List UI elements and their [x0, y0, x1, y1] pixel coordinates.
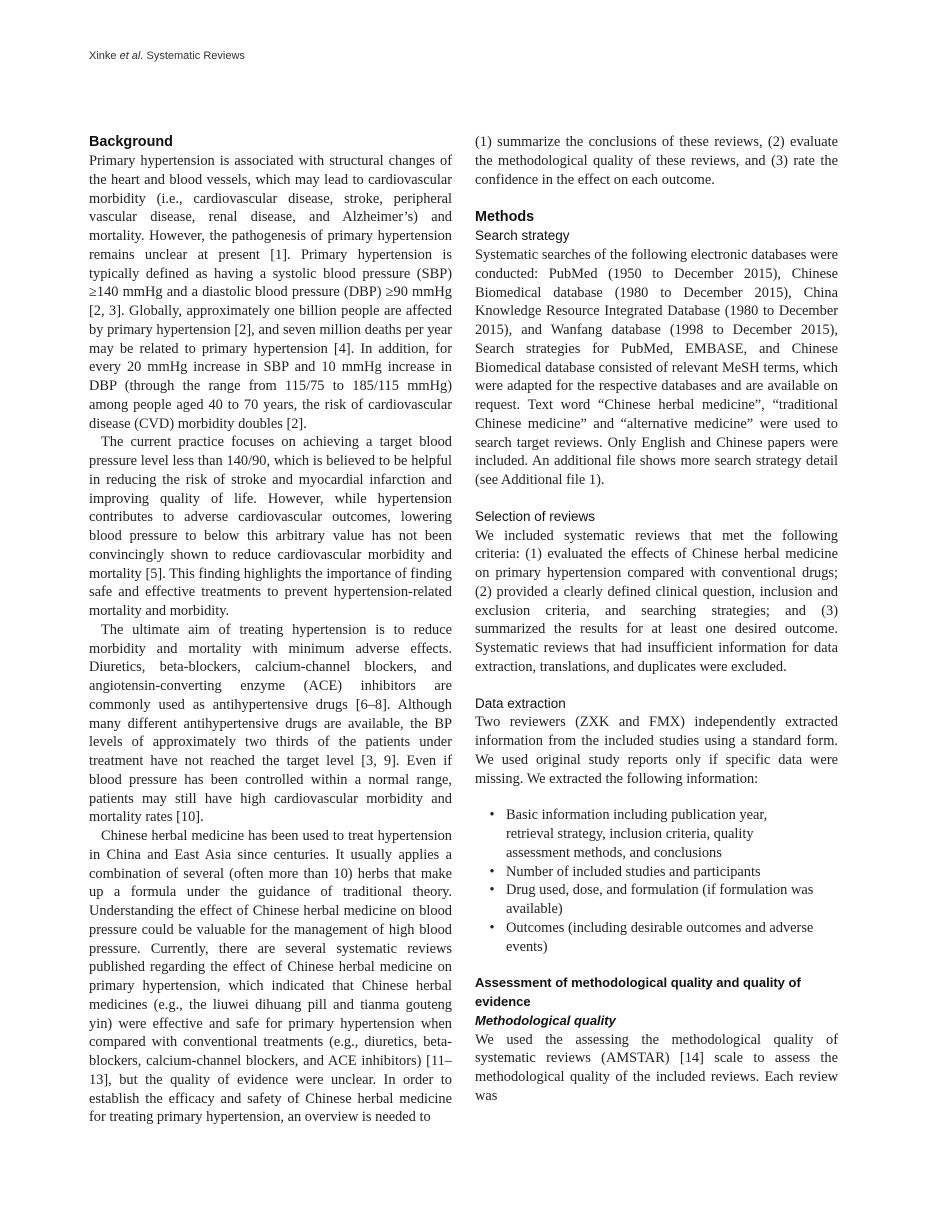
list-item: [489, 806, 838, 862]
running-head-etal: et al.: [119, 50, 144, 62]
methods-heading: Methods: [475, 209, 535, 226]
extraction-bullet-list: [475, 806, 838, 956]
bullet-icon: •: [489, 807, 495, 824]
bullet-icon: •: [489, 863, 495, 880]
data-extraction-heading: Data extraction: [475, 695, 566, 711]
selection-paragraph: We included systematic reviews that met the following criteria: (1) evaluated the effects of Chinese herbal medicine on primary hypertension compared with conventional drugs; (2) provided a clearly defined clinical question, inclusion and exclusion criteria, and searching strategies; and (3) summarized the results for at least one desired outcome. Systematic reviews that had insufficient information for data extraction, translations, and duplicates were excluded.: [475, 527, 838, 675]
list-item-text: Drug used, dose, and formulation (if formulation was available): [506, 882, 814, 917]
assessment-heading: Assessment of methodological quality and quality of evidence: [475, 975, 801, 1009]
background-paragraph-2: The current practice focuses on achieving a target blood pressure level less than 140/90, which is believed to be helpful in reducing the risk of stroke and myocardial infarction and improving quality of life. However, while hypertension contributes to adverse cardiovascular outcomes, lowering blood pressure to below this arbitrary value has not been convincingly shown to reduce cardiovascular morbidity and mortality [5]. This finding highlights the importance of finding safe and effective treatments to prevent hypertension-related mortality and morbidity.: [89, 434, 452, 619]
list-item-text: Basic information including publication year, retrieval strategy, inclusion criteria, quality assessment methods, and conclusions: [506, 807, 768, 861]
bullet-icon: •: [489, 882, 495, 899]
background-paragraph-3: The ultimate aim of treating hypertension is to reduce morbidity and mortality with minimum adverse effects. Diuretics, beta-blockers, calcium-channel blockers, and angiotensin-converting enzyme (ACE) inhibitors are commonly used as antihypertensive drugs [6–8]. Although many different antihypertensive drugs are available, the BP levels of approximately two thirds of the patients under treatment have not reached the target level [3, 9]. Even if blood pressure has been controlled within a normal range, patients may still have high cardiovascular morbidity and mortality rates [10].: [89, 621, 452, 826]
bullet-icon: •: [489, 919, 495, 936]
methodological-quality-paragraph: We used the assessing the methodological quality of systematic reviews (AMSTAR) [14] scale to assess the methodological quality of the included reviews. Each review was: [475, 1031, 838, 1104]
list-item-text: Outcomes (including desirable outcomes and adverse events): [506, 919, 814, 955]
running-head-journal: Systematic Reviews: [143, 50, 245, 62]
data-extraction-paragraph: Two reviewers (ZXK and FMX) independently extracted information from the included studies using a standard form. We used original study reports only if specific data were missing. We extracted the following information:: [475, 714, 838, 787]
list-item-text: Number of included studies and participants: [506, 863, 761, 880]
search-strategy-paragraph: Systematic searches of the following electronic databases were conducted: PubMed (1950 to December 2015), Chinese Biomedical database (1980 to December 2015), China Knowledge Resource Integrated Database (1980 to December 2015), and Wanfang database (1998 to December 2015), Search strategies for PubMed, EMBASE, and Chinese Biomedical database consisted of relevant MeSH terms, which were adapted for the respective databases and are available on request. Text word “Chinese herbal medicine”, “traditional Chinese medicine” and “alternative medicine” were used to search target reviews. Only English and Chinese papers were included. An additional file shows more search strategy detail (see Additional file 1).: [475, 247, 838, 488]
right-column: [475, 133, 838, 1106]
methodological-quality-heading: Methodological quality: [475, 1012, 616, 1028]
background-continued-paragraph: (1) summarize the conclusions of these reviews, (2) evaluate the methodological quality of these reviews, and (3) rate the confidence in the effect on each outcome.: [475, 134, 838, 188]
list-item: [489, 863, 838, 882]
background-heading: Background: [89, 134, 173, 150]
running-head: [89, 50, 245, 62]
background-paragraph-4: Chinese herbal medicine has been used to treat hypertension in China and East Asia since centuries. It usually applies a combination of several (often more than 10) herbs that make up a formula under the guidance of traditional theory. Understanding the effect of Chinese herbal medicine on blood pressure could be valuable for the management of high blood pressure. Currently, there are several systematic reviews published regarding the effect of Chinese herbal medicine on primary hypertension, which indicated that Chinese herbal medicines (e.g., the liuwei dihuang pill and tianma gouteng yin) were effective and safe for primary hypertension when compared with conventional treatments (e.g., diuretics, beta-blockers, calcium-channel blockers, and ACE inhibitors) [11–13], but the quality of evidence were unclear. In order to establish the efficacy and safety of Chinese herbal medicine for treating primary hypertension, an overview is needed to: [89, 828, 452, 1126]
list-item: [489, 919, 838, 957]
selection-heading: Selection of reviews: [475, 508, 596, 524]
background-paragraph-1: Primary hypertension is associated with structural changes of the heart and blood vessels, which may lead to cardiovascular morbidity (i.e., cardiovascular disease, stroke, peripheral vascular disease, renal disease, and Alzheimer’s) and mortality. However, the pathogenesis of primary hypertension remains unclear at present [1]. Primary hypertension is typically defined as having a systolic blood pressure (SBP) ≥140 mmHg and a diastolic blood pressure (DBP) ≥90 mmHg [2, 3]. Globally, approximately one billion people are affected by primary hypertension [2], and seven million deaths per year may be related to primary hypertension [4]. In addition, for every 20 mmHg increase in SBP and 10 mmHg increase in DBP (through the range from 115/75 to 185/115 mmHg) among people aged 40 to 70 years, the risk of cardiovascular disease (CVD) morbidity doubles [2].: [89, 153, 452, 432]
running-head-authors: Xinke: [89, 50, 120, 62]
search-strategy-heading: Search strategy: [475, 228, 570, 244]
left-column: [89, 133, 452, 1127]
list-item: [489, 881, 838, 919]
